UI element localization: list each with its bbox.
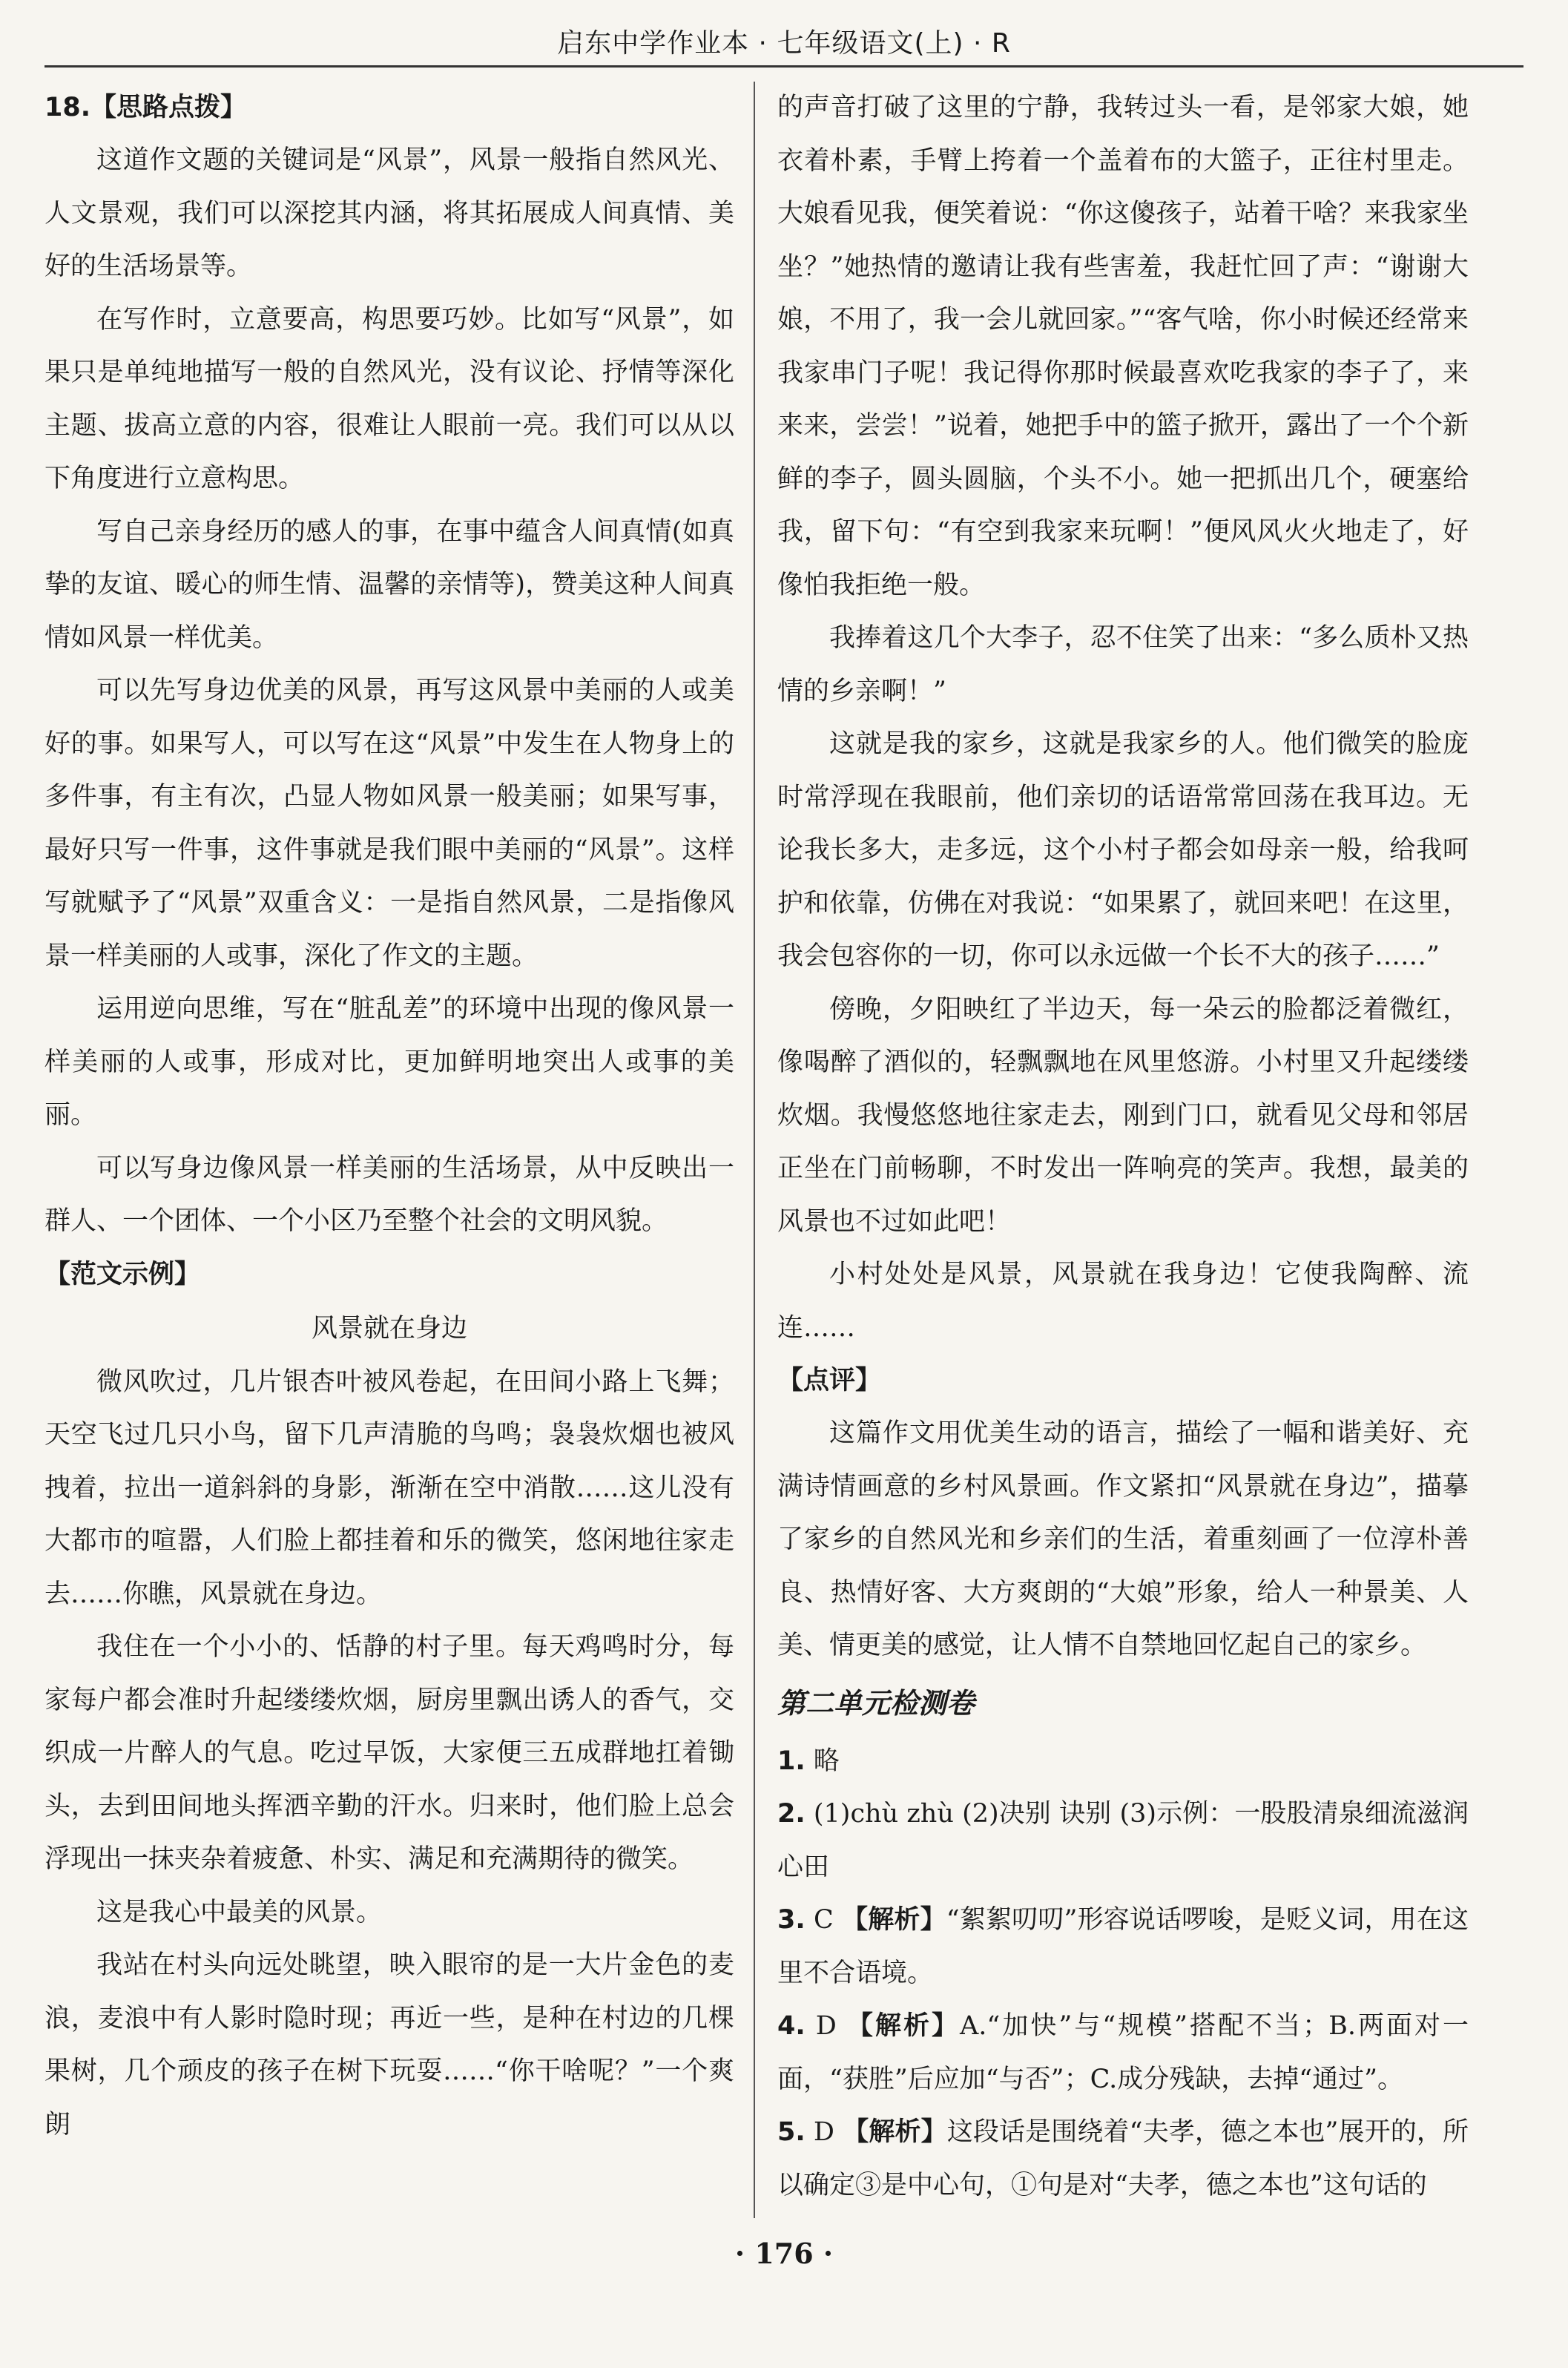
essay-paragraph: 我住在一个小小的、恬静的村子里。每天鸡鸣时分，每家每户都会准时升起缕缕炊烟，厨房里飘出诱人的香气，交织成一片醉人的气息。吃过早饭，大家便三五成群地扛着锄头，去到田间地头挥洒辛勤的汗水。归来时，他们脸上总会浮现出一抹夹杂着疲惫、朴实、满足和充满期待的微笑。 <box>45 1632 734 1874</box>
answer-item <box>777 1788 1469 1894</box>
example-label: 【范文示例】 <box>45 1259 201 1289</box>
answer-number: 5. <box>777 2117 806 2147</box>
left-paragraph: 可以写身边像风景一样美丽的生活场景，从中反映出一群人、一个团体、一个小区乃至整个社会的文明风貌。 <box>45 1153 734 1236</box>
essay-paragraph: 我站在村头向远处眺望，映入眼帘的是一大片金色的麦浪，麦浪中有人影时隐时现；再近一些，是种在村边的几棵果树，几个顽皮的孩子在树下玩耍……“你干啥呢？”一个爽朗 <box>45 1950 734 2140</box>
answer-item <box>777 2106 1469 2212</box>
answer-number: 3. <box>777 1905 806 1935</box>
header-title: 启东中学作业本 · 七年级语文(上) · R <box>557 28 1011 59</box>
answer-number: 1. <box>777 1746 806 1776</box>
right-column <box>777 82 1469 2234</box>
answer-text: “絮絮叨叨”形容说话啰唆，是贬义词，用在这里不合语境。 <box>777 1905 1469 1988</box>
q18-label: 18.【思路点拨】 <box>45 93 247 122</box>
answer-number: 2. <box>777 1799 806 1829</box>
answer-text: 这段话是围绕着“夫孝，德之本也”展开的，所以确定③是中心句，①句是对“夫孝，德之本也”这句话的 <box>777 2117 1469 2200</box>
essay-paragraph: 的声音打破了这里的宁静，我转过头一看，是邻家大娘，她衣着朴素，手臂上挎着一个盖着布的大篮子，正往村里走。大娘看见我，便笑着说：“你这傻孩子，站着干啥？来我家坐坐？”她热情的邀请让我有些害羞，我赶忙回了声：“谢谢大娘，不用了，我一会儿就回家。”“客气啥，你小时候还经常来我家串门子呢！我记得你那时候最喜欢吃我家的李子了，来来来，尝尝！”说着，她把手中的篮子掀开，露出了一个个新鲜的李子，圆头圆脑，个头不小。她一把抓出几个，硬塞给我，留下句：“有空到我家来玩啊！”便风风火火地走了，好像怕我拒绝一般。 <box>777 93 1469 600</box>
answer-text: (1)chù zhù (2)决别 诀别 (3)示例：一股股清泉细流滋润心田 <box>777 1799 1469 1882</box>
column-divider <box>754 82 755 2218</box>
essay-title: 风景就在身边 <box>311 1313 467 1343</box>
analysis-tag: 【解析】 <box>847 2011 961 2041</box>
answer-item <box>777 1735 1469 1789</box>
analysis-tag: 【解析】 <box>843 2117 947 2147</box>
essay-paragraph: 这是我心中最美的风景。 <box>96 1897 383 1927</box>
answer-text: A.“加快”与“规模”搭配不当；B.两面对一面，“获胜”后应加“与否”；C.成分残缺，去掉“通过”。 <box>777 2011 1469 2094</box>
answer-choice: D <box>813 2117 834 2147</box>
answer-text: 略 <box>813 1746 840 1776</box>
page-header <box>45 22 1523 68</box>
essay-paragraph: 小村处处是风景，风景就在我身边！它使我陶醉、流连…… <box>777 1260 1469 1343</box>
answer-item <box>777 2000 1469 2106</box>
left-paragraph: 这道作文题的关键词是“风景”，风景一般指自然风光、人文景观，我们可以深挖其内涵，将其拓展成人间真情、美好的生活场景等。 <box>45 145 734 281</box>
essay-paragraph: 这就是我的家乡，这就是我家乡的人。他们微笑的脸庞时常浮现在我眼前，他们亲切的话语常常回荡在我耳边。无论我长多大，走多远，这个小村子都会如母亲一般，给我呵护和依靠，仿佛在对我说：“如果累了，就回来吧！在这里，我会包容你的一切，你可以永远做一个长不大的孩子……” <box>777 729 1469 971</box>
answer-choice: C <box>813 1905 834 1935</box>
essay-paragraph: 微风吹过，几片银杏叶被风卷起，在田间小路上飞舞；天空飞过几只小鸟，留下几声清脆的鸟鸣；袅袅炊烟也被风拽着，拉出一道斜斜的身影，渐渐在空中消散……这儿没有大都市的喧嚣，人们脸上都挂着和乐的微笑，悠闲地往家走去……你瞧，风景就在身边。 <box>45 1366 734 1609</box>
analysis-tag: 【解析】 <box>842 1905 946 1935</box>
left-column <box>45 82 734 2234</box>
answer-choice: D <box>815 2011 837 2041</box>
left-paragraph: 写自己亲身经历的感人的事，在事中蕴含人间真情(如真挚的友谊、暖心的师生情、温馨的亲情等)，赞美这种人间真情如风景一样优美。 <box>45 516 734 653</box>
comment-label: 【点评】 <box>777 1366 882 1395</box>
page-number: · 176 · <box>734 2237 834 2270</box>
essay-paragraph: 傍晚，夕阳映红了半边天，每一朵云的脸都泛着微红，像喝醉了酒似的，轻飘飘地在风里悠游。小村里又升起缕缕炊烟。我慢悠悠地往家走去，刚到门口，就看见父母和邻居正坐在门前畅聊，不时发出一阵响亮的笑声。我想，最美的风景也不过如此吧！ <box>777 994 1469 1237</box>
unit-title: 第二单元检测卷 <box>777 1686 975 1720</box>
essay-paragraph: 我捧着这几个大李子，忍不住笑了出来：“多么质朴又热情的乡亲啊！” <box>777 623 1469 706</box>
left-paragraph: 可以先写身边优美的风景，再写这风景中美丽的人或美好的事。如果写人，可以写在这“风景”中发生在人物身上的多件事，有主有次，凸显人物如风景一般美丽；如果写事，最好只写一件事，这件事就是我们眼中美丽的“风景”。这样写就赋予了“风景”双重含义：一是指自然风景，二是指像风景一样美丽的人或事，深化了作文的主题。 <box>45 676 734 971</box>
left-paragraph: 运用逆向思维，写在“脏乱差”的环境中出现的像风景一样美丽的人或事，形成对比，更加鲜明地突出人或事的美丽。 <box>45 994 734 1130</box>
comment-paragraph: 这篇作文用优美生动的语言，描绘了一幅和谐美好、充满诗情画意的乡村风景画。作文紧扣“风景就在身边”，描摹了家乡的自然风光和乡亲们的生活，着重刻画了一位淳朴善良、热情好客、大方爽朗的“大娘”形象，给人一种景美、人美、情更美的感觉，让人情不自禁地回忆起自己的家乡。 <box>777 1418 1469 1660</box>
answer-item <box>777 1894 1469 2000</box>
answer-number: 4. <box>777 2011 806 2041</box>
left-paragraph: 在写作时，立意要高，构思要巧妙。比如写“风景”，如果只是单纯地描写一般的自然风光，没有议论、抒情等深化主题、拔高立意的内容，很难让人眼前一亮。我们可以从以下角度进行立意构思。 <box>45 304 734 493</box>
